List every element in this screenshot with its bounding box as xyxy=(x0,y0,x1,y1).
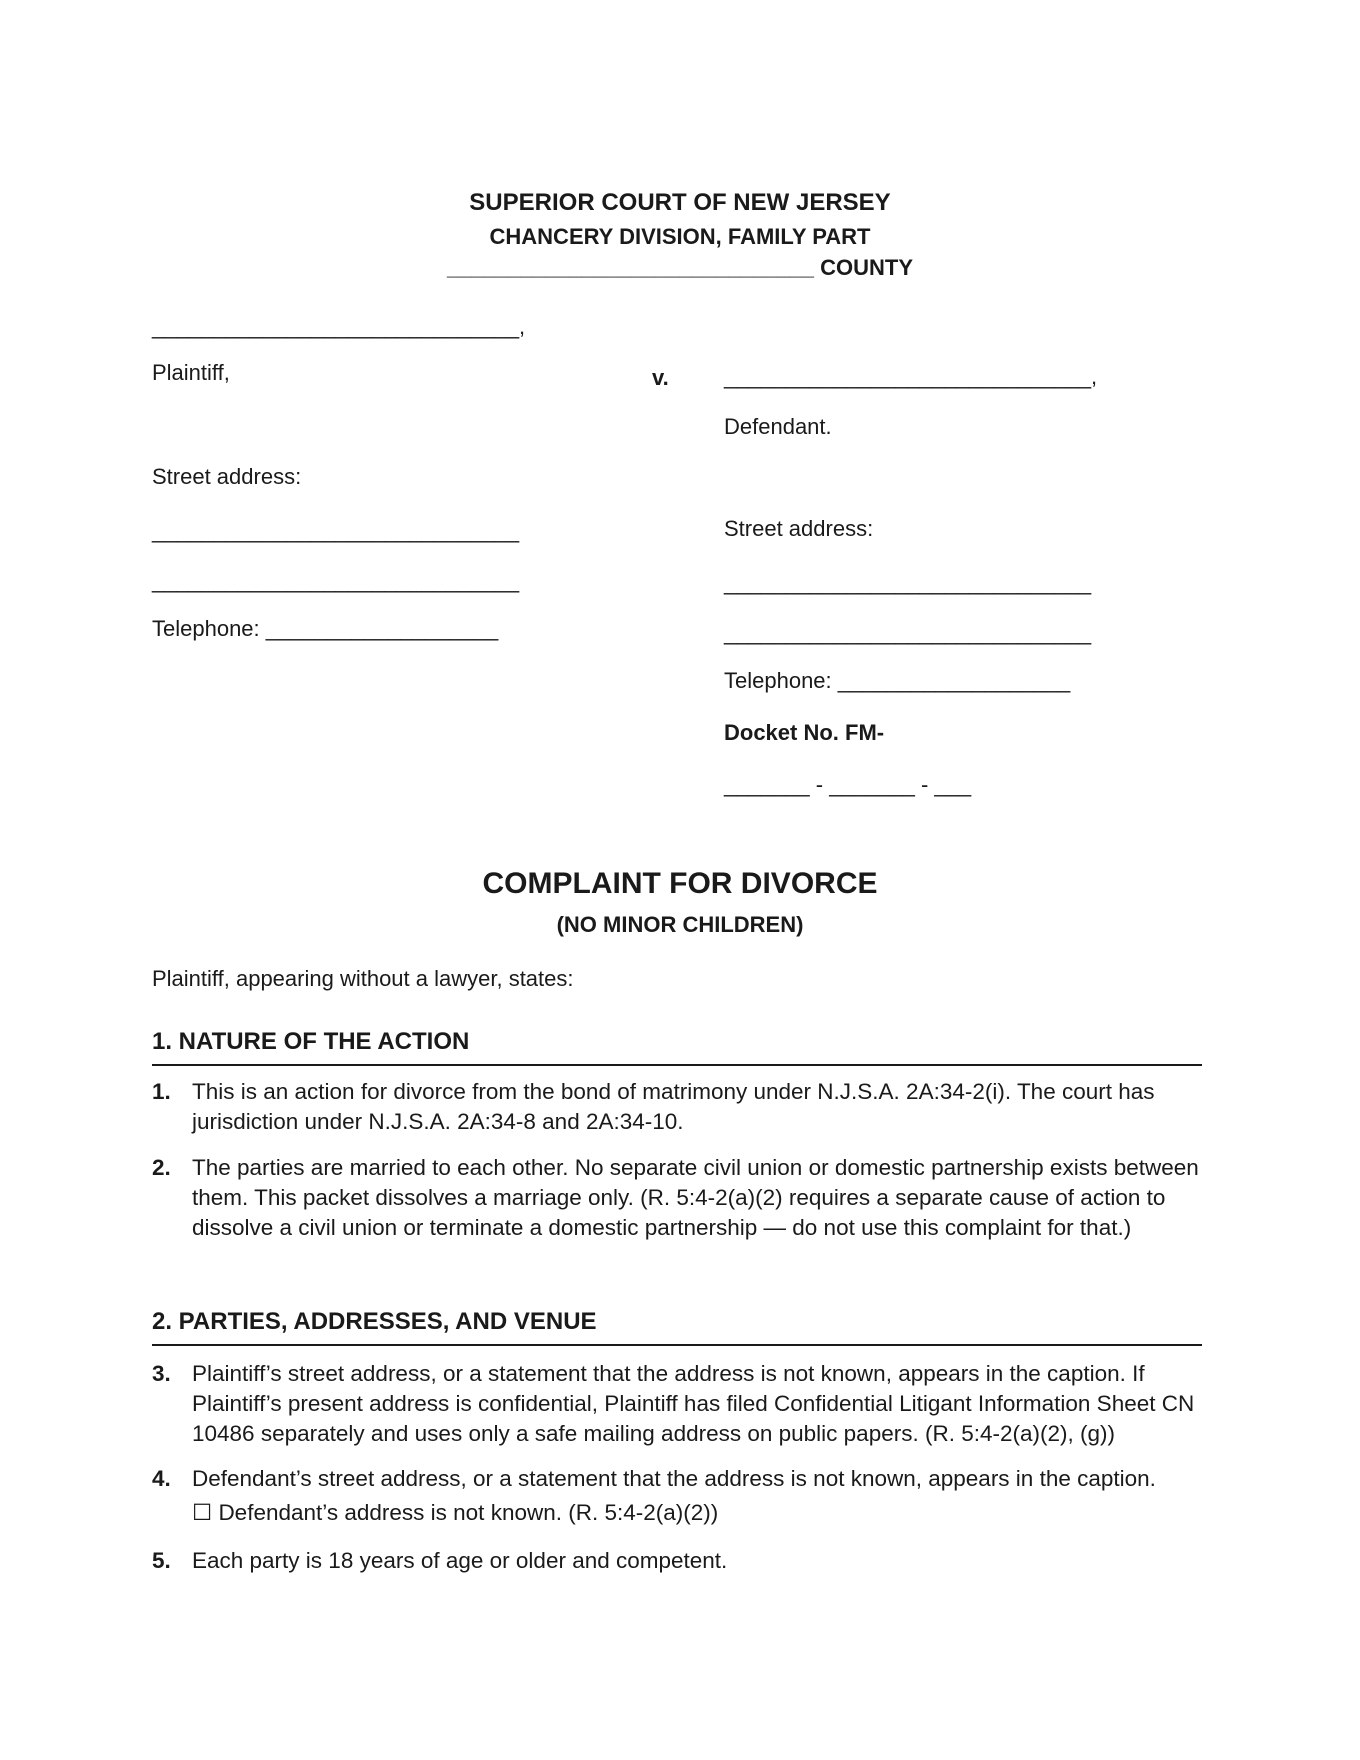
defendant-label: Defendant. xyxy=(724,414,832,439)
docket-blank: _______ - _______ - ___ xyxy=(724,772,972,797)
defendant-street-label: Street address: xyxy=(724,516,874,541)
paragraph-4 xyxy=(152,1464,1207,1528)
court-division: CHANCERY DIVISION, FAMILY PART xyxy=(489,224,871,249)
paragraph-1 xyxy=(152,1077,1207,1137)
paragraph-text: Plaintiff’s street address, or a statement that the address is not known, appears in the caption. If Plaintiff’s present address is confidential, Plaintiff has filed Confidential Litigant Information Sheet CN 10486 separately and uses only a safe mailing address on public papers. (R. 5:4-2(a)(2), (g)) xyxy=(192,1361,1195,1446)
court-name: SUPERIOR COURT OF NEW JERSEY xyxy=(469,189,891,216)
checkbox-icon[interactable]: ☐ xyxy=(192,1500,213,1525)
paragraph-number: 1. xyxy=(152,1079,171,1104)
versus-label: v. xyxy=(652,365,669,390)
paragraph-number: 2. xyxy=(152,1155,171,1180)
plaintiff-telephone: Telephone: ___________________ xyxy=(152,616,499,641)
defendant-street-blank-1: ______________________________ xyxy=(724,570,1092,595)
docket-label: Docket No. FM- xyxy=(724,720,885,745)
plaintiff-label: Plaintiff, xyxy=(152,360,230,385)
paragraph-text: This is an action for divorce from the bond of matrimony under N.J.S.A. 2A:34-2(i). The court has jurisdiction under N.J.S.A. 2A:34-8 and 2A:34-10. xyxy=(192,1079,1155,1134)
paragraph-2 xyxy=(152,1153,1207,1243)
document-subtitle: (NO MINOR CHILDREN) xyxy=(556,912,804,937)
court-county: ______________________________ COUNTY xyxy=(446,255,914,280)
section-heading: 1. NATURE OF THE ACTION xyxy=(152,1028,1202,1066)
paragraph-text: Defendant’s street address, or a statement that the address is not known, appears in the caption. xyxy=(192,1466,1156,1491)
paragraph-number: 5. xyxy=(152,1548,171,1573)
paragraph-3 xyxy=(152,1359,1207,1449)
paragraph-number: 3. xyxy=(152,1361,171,1386)
paragraph-text: The parties are married to each other. No separate civil union or domestic partnership exists between them. This packet dissolves a marriage only. (R. 5:4-2(a)(2) requires a separate cause of action to dissolve a civil union or terminate a domestic partnership — do not use this complaint for that.) xyxy=(192,1155,1199,1240)
paragraph-number: 4. xyxy=(152,1466,171,1491)
paragraph-text: Each party is 18 years of age or older and competent. xyxy=(192,1548,728,1573)
section-heading: 2. PARTIES, ADDRESSES, AND VENUE xyxy=(152,1308,1202,1346)
defendant-street-blank-2: ______________________________ xyxy=(724,620,1092,645)
paragraph-5 xyxy=(152,1546,1207,1576)
intro-statement: Plaintiff, appearing without a lawyer, states: xyxy=(152,966,574,991)
document-title: COMPLAINT FOR DIVORCE xyxy=(482,867,878,900)
defendant-telephone: Telephone: ___________________ xyxy=(724,668,1071,693)
plaintiff-street-blank-2: ______________________________ xyxy=(152,568,520,593)
checkbox-label: Defendant’s address is not known. (R. 5:4-2(a)(2)) xyxy=(218,1500,719,1525)
defendant-name-blank: ______________________________, xyxy=(724,364,1098,389)
plaintiff-street-blank-1: ______________________________ xyxy=(152,518,520,543)
plaintiff-name-blank: ______________________________, xyxy=(152,314,526,339)
address-unknown-option xyxy=(192,1498,1207,1528)
plaintiff-street-label: Street address: xyxy=(152,464,302,489)
